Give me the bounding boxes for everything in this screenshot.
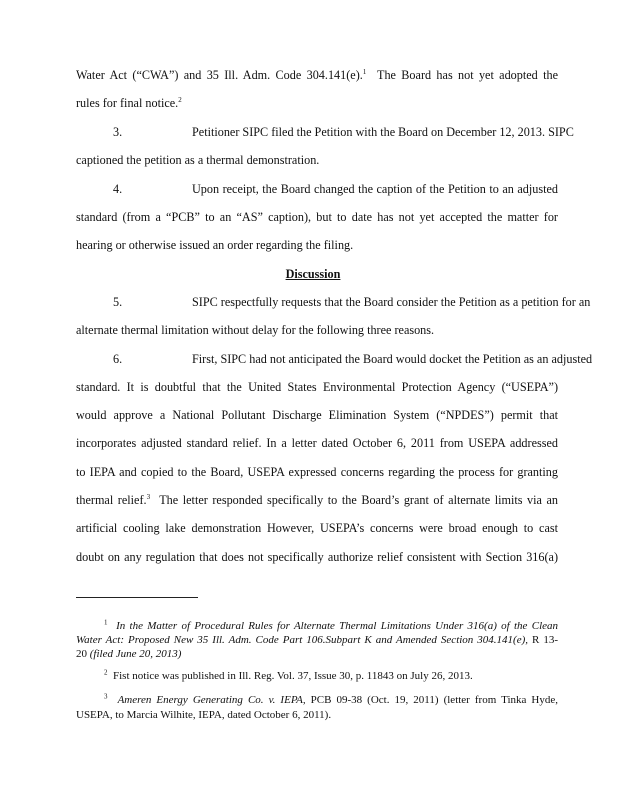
- para3-line2: captioned the petition as a thermal demonstration.: [76, 153, 320, 167]
- para6-line2: standard. It is doubtful that the United States Environmental Protection Agency (“USEPA”): [76, 380, 558, 394]
- footnote-2-mark: 2: [104, 668, 108, 677]
- footnote-2: $^2$ Fist notice was published in Ill. Reg. Vol. 37, Issue 30, p. 11843 on July 26, 2013.: [104, 668, 473, 682]
- para4-line1: 4. Upon receipt, the Board changed the caption of the Petition to an adjusted: [113, 182, 558, 196]
- footnote-3-line1: $^3$ Ameren Energy Generating Co. v. IEPA, PCB 09-38 (Oct. 19, 2011) (letter from Tinka Hyde,: [104, 692, 558, 706]
- para6-line1: 6. First, SIPC had not anticipated the Board would docket the Petition as an adjusted: [113, 352, 593, 366]
- footnote-1-line2: Water Act: Proposed New 35 Ill. Adm. Code Part 106.Subpart K and Amended Section 304.141(e), R 13-: [76, 634, 559, 646]
- section-heading: Discussion: [285, 267, 341, 281]
- para6-line8: doubt on any regulation that does not specifically authorize relief consistent with Section 316(a): [76, 550, 558, 564]
- para4-line3: hearing or otherwise issued an order regarding the filing.: [76, 238, 354, 252]
- footnote-ref-3[interactable]: 3: [146, 492, 151, 501]
- footnote-1-line1: $^1$ In the Matter of Procedural Rules for Alternate Thermal Limitations Under 316(a) of the Clean: [104, 618, 559, 632]
- para2-line2: rules for final notice.$^2$: [76, 95, 182, 110]
- para4-number: 4.: [113, 182, 123, 196]
- para3-line1: 3. Petitioner SIPC filed the Petition with the Board on December 12, 2013. SIPC: [113, 125, 574, 139]
- para6-line7: artificial cooling lake demonstration However, USEPA’s concerns were broad enough to cast: [76, 521, 558, 535]
- footnote-1-mark: 1: [104, 618, 108, 627]
- footnote-ref-2[interactable]: 2: [178, 95, 182, 104]
- footnote-3-line2: USEPA, to Marcia Wilhite, IEPA, dated October 6, 2011).: [76, 709, 332, 721]
- para6-line4: incorporates adjusted standard relief. In a letter dated October 6, 2011 from USEPA addressed: [76, 436, 558, 450]
- footnote-separator: [76, 597, 198, 598]
- para6-line6: thermal relief.$^3$ The letter responded specifically to the Board’s grant of alternate limits via an: [76, 492, 559, 507]
- footnote-1-line3: 20 (filed June 20, 2013): [76, 648, 182, 660]
- para6-line3: would approve a National Pollutant Discharge Elimination System (“NPDES”) permit that: [76, 408, 558, 422]
- para5-number: 5.: [113, 295, 123, 309]
- footnote-ref-1[interactable]: 1: [362, 67, 367, 76]
- para5-line2: alternate thermal limitation without delay for the following three reasons.: [76, 323, 435, 337]
- para2-line1: Water Act (“CWA”) and 35 Ill. Adm. Code 304.141(e).$^1$ The Board has not yet adopted the: [76, 67, 558, 82]
- para6-number: 6.: [113, 352, 123, 366]
- para6-line5: to IEPA and copied to the Board, USEPA expressed concerns regarding the process for granting: [76, 465, 558, 479]
- para3-number: 3.: [113, 125, 123, 139]
- para4-line2: standard (from a “PCB” to an “AS” caption), but to date has not yet accepted the matter for: [76, 210, 558, 224]
- footnote-3-mark: 3: [104, 692, 108, 701]
- para5-line1: 5. SIPC respectfully requests that the Board consider the Petition as a petition for an: [113, 295, 591, 309]
